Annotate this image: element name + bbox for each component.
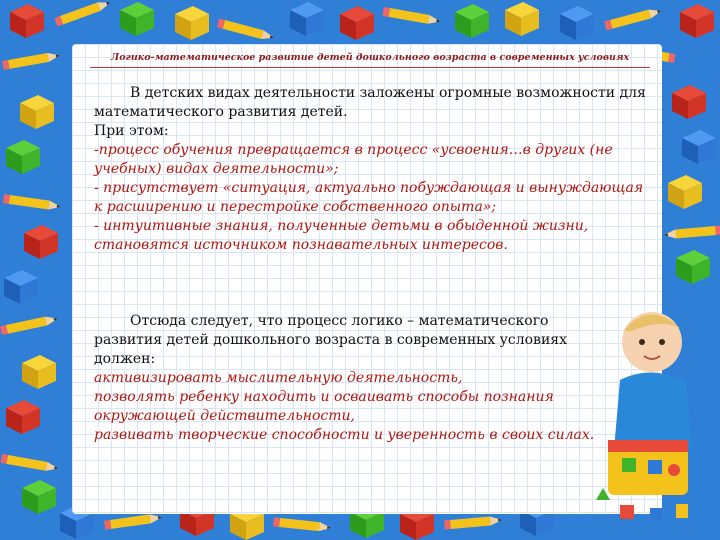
left-border-shapes [0, 51, 61, 514]
list-item: развивать творческие способности и уверенность в своих силах. [94, 427, 595, 443]
list-item: - интуитивные знания, полученные детьми в обыденной жизни, становятся источником познавательных интересов. [94, 218, 589, 253]
slide-header: Логико-математическое развитие детей дошкольного возраста в современных условиях [90, 52, 650, 68]
list-item: активизировать мыслительную деятельность, [94, 370, 463, 386]
list-item: - присутствует «ситуация, актуально побуждающая и вынуждающая к расширению и перестройке собственного опыта»; [94, 180, 644, 215]
paragraph-2-intro: Отсюда следует, что процесс логико – математического развития детей дошкольного возраста в современных условиях должен: [94, 313, 567, 367]
paragraph-2 [94, 312, 614, 445]
list-item: позволять ребенку находить и осваивать способы познания окружающей действительности, [94, 389, 554, 424]
list-item: -процесс обучения превращается в процесс «усвоения…в других (не учебных) видах деятельности»; [94, 142, 613, 177]
paragraph-1-lead: При этом: [94, 123, 169, 139]
paragraph-1 [94, 84, 654, 255]
top-border-shapes [10, 0, 714, 42]
paragraph-1-intro: В детских видах деятельности заложены огромные возможности для математического развития детей. [94, 85, 646, 120]
child-playing-illustration [590, 300, 700, 530]
